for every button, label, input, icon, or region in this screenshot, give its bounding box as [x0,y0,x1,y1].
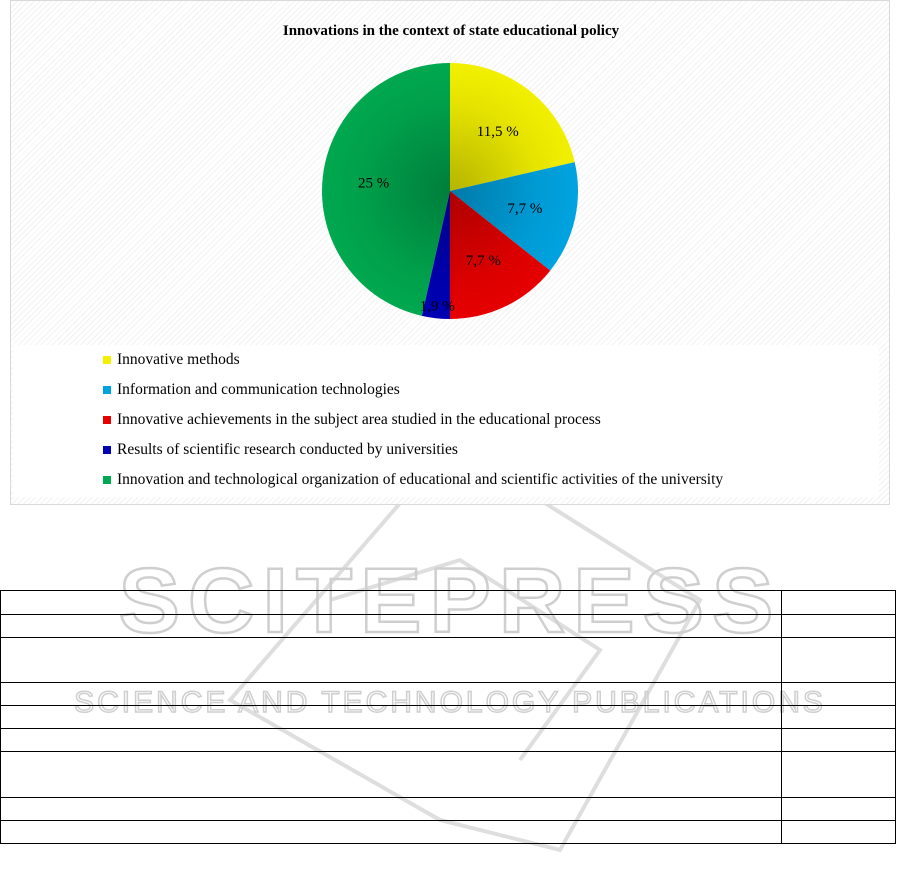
chart-legend [13,345,879,497]
table-cell [1,615,782,638]
table-cell [1,798,782,821]
table-cell [782,752,896,798]
legend-label-2: Information and communication technologies [117,381,400,398]
legend-item-5 [103,469,723,491]
legend-swatch-3 [103,416,111,424]
legend-label-1: Innovative methods [117,351,240,368]
data-label-1: 11,5 % [476,123,519,140]
pie-chart [11,1,891,341]
table-cell [1,729,782,752]
legend-item-2 [103,379,400,401]
table-row [1,638,896,683]
table-row [1,798,896,821]
table-cell [1,706,782,729]
legend-label-4: Results of scientific research conducted by universities [117,441,458,458]
table-row [1,752,896,798]
table-row [1,615,896,638]
table-cell [782,821,896,844]
table-cell [782,706,896,729]
table-cell [1,683,782,706]
legend-label-5: Innovation and technological organization of educational and scientific activities of the university [117,471,724,488]
chart-frame [10,0,890,505]
table-row [1,591,896,615]
table-cell [1,821,782,844]
table-cell [1,591,782,615]
empty-table [0,590,895,844]
legend-item-1 [103,349,240,371]
table-cell [782,591,896,615]
table-row [1,729,896,752]
legend-swatch-4 [103,446,111,454]
legend-swatch-1 [103,356,111,364]
table-row [1,821,896,844]
table-cell [782,615,896,638]
table-row [1,683,896,706]
data-label-4: 1,9 % [419,298,455,315]
table-cell [782,729,896,752]
legend-label-3: Innovative achievements in the subject area studied in the educational process [117,411,601,428]
table-cell [1,638,782,683]
table-cell [1,752,782,798]
table-cell [782,638,896,683]
legend-swatch-2 [103,386,111,394]
chart-title: Innovations in the context of state educational policy [282,23,620,39]
data-label-2: 7,7 % [507,200,543,217]
watermark-text-main: SCITEPRESS [118,550,782,652]
legend-item-4 [103,439,458,461]
data-label-3: 7,7 % [465,253,501,270]
table-row [1,706,896,729]
legend-item-3 [103,409,601,431]
data-label-5: 25 % [358,175,390,192]
table-cell [782,798,896,821]
legend-swatch-5 [103,476,111,484]
table-cell [782,683,896,706]
watermark-text-sub: SCIENCE AND TECHNOLOGY PUBLICATIONS [74,686,826,719]
